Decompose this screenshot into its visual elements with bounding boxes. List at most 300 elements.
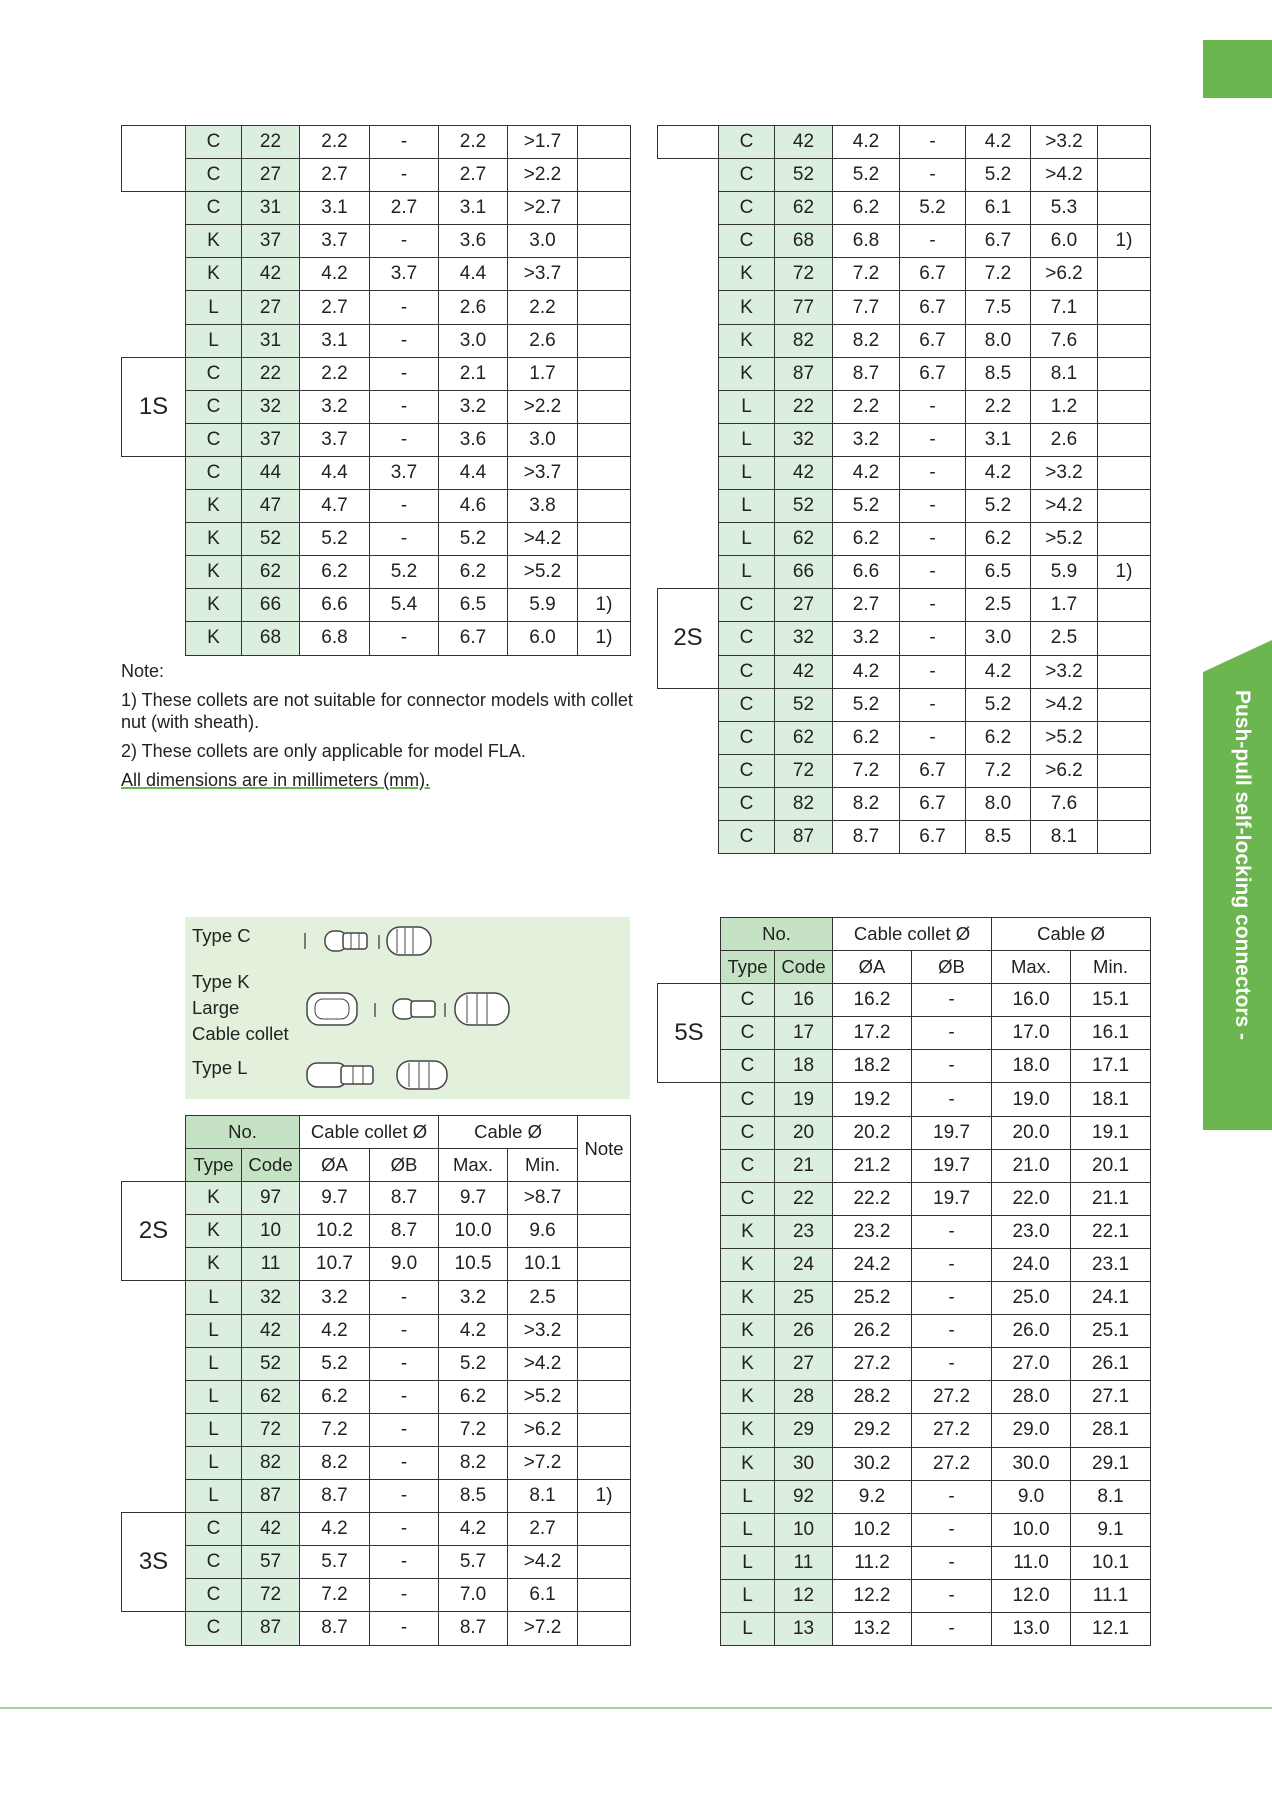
code-cell: 17	[775, 1017, 833, 1050]
code-cell: 72	[775, 754, 833, 787]
type-cell: L	[186, 1380, 242, 1413]
table-row	[658, 490, 1151, 523]
cable-min-cell: 2.5	[1031, 622, 1098, 655]
cable-max-cell: 6.7	[439, 622, 508, 655]
type-cell: C	[721, 1017, 775, 1050]
type-cell: C	[721, 1149, 775, 1182]
cable-max-cell: 7.0	[439, 1579, 508, 1612]
type-cell: L	[721, 1546, 775, 1579]
table-row	[122, 490, 631, 523]
code-cell: 16	[775, 984, 833, 1017]
header-b: ØB	[912, 951, 992, 984]
collet-b-cell: 8.7	[370, 1215, 439, 1248]
type-cell: L	[719, 423, 775, 456]
table-row	[658, 1315, 1151, 1348]
cable-min-cell: 5.9	[508, 589, 578, 622]
code-cell: 66	[775, 556, 833, 589]
collet-a-cell: 25.2	[833, 1282, 912, 1315]
cable-max-cell: 6.1	[966, 192, 1031, 225]
note-cell	[578, 523, 631, 556]
note-cell	[1098, 291, 1151, 324]
code-cell: 19	[775, 1083, 833, 1116]
cable-min-cell: 20.1	[1071, 1149, 1151, 1182]
collet-a-cell: 7.2	[300, 1579, 370, 1612]
code-cell: 27	[775, 1348, 833, 1381]
note-cell	[578, 1546, 631, 1579]
note-cell	[1098, 622, 1151, 655]
cable-min-cell: 24.1	[1071, 1282, 1151, 1315]
collet-b-cell: -	[370, 291, 439, 324]
cable-min-cell: 28.1	[1071, 1414, 1151, 1447]
cable-max-cell: 17.0	[992, 1017, 1071, 1050]
code-cell: 32	[775, 622, 833, 655]
collet-a-cell: 5.2	[833, 490, 900, 523]
note-cell	[1098, 688, 1151, 721]
note-cell	[1098, 655, 1151, 688]
collet-a-cell: 2.7	[300, 159, 370, 192]
cable-min-cell: 27.1	[1071, 1381, 1151, 1414]
table-row	[122, 1446, 631, 1479]
collet-a-cell: 8.7	[300, 1480, 370, 1513]
collet-a-cell: 29.2	[833, 1414, 912, 1447]
collet-b-cell: 3.7	[370, 456, 439, 489]
cable-min-cell: 2.6	[1031, 423, 1098, 456]
cable-min-cell: 8.1	[1031, 357, 1098, 390]
collet-b-cell: -	[900, 721, 966, 754]
code-cell: 18	[775, 1050, 833, 1083]
type-cell: L	[719, 456, 775, 489]
code-cell: 62	[242, 1380, 300, 1413]
collet-b-cell: -	[900, 523, 966, 556]
cable-max-cell: 7.2	[966, 258, 1031, 291]
type-cell: C	[186, 1612, 242, 1645]
note-cell	[1098, 423, 1151, 456]
cable-min-cell: 8.1	[508, 1480, 578, 1513]
cable-min-cell: >2.7	[508, 192, 578, 225]
collet-a-cell: 11.2	[833, 1546, 912, 1579]
code-cell: 72	[242, 1413, 300, 1446]
size-group-label	[122, 1281, 186, 1513]
cable-max-cell: 8.0	[966, 787, 1031, 820]
table-row	[122, 1248, 631, 1281]
collet-b-cell: 5.2	[370, 556, 439, 589]
type-cell: C	[186, 456, 242, 489]
note-cell	[578, 159, 631, 192]
cable-max-cell: 9.0	[992, 1480, 1071, 1513]
code-cell: 62	[775, 523, 833, 556]
cable-min-cell: >3.2	[1031, 456, 1098, 489]
collet-b-cell: -	[912, 1315, 992, 1348]
header-code: Code	[775, 951, 833, 984]
cable-max-cell: 2.5	[966, 589, 1031, 622]
cable-min-cell: >4.2	[508, 1546, 578, 1579]
code-cell: 77	[775, 291, 833, 324]
table-row	[122, 357, 631, 390]
note-cell	[1098, 159, 1151, 192]
cable-min-cell: >5.2	[508, 556, 578, 589]
header-a: ØA	[300, 1149, 370, 1182]
cable-min-cell: >6.2	[508, 1413, 578, 1446]
table-row	[122, 622, 631, 655]
collet-a-cell: 9.7	[300, 1182, 370, 1215]
cable-min-cell: 21.1	[1071, 1182, 1151, 1215]
cable-min-cell: 7.6	[1031, 324, 1098, 357]
type-cell: K	[721, 1215, 775, 1248]
collet-b-cell: -	[370, 390, 439, 423]
collet-b-cell: -	[370, 1413, 439, 1446]
type-cell: C	[719, 159, 775, 192]
collet-b-cell: 27.2	[912, 1414, 992, 1447]
type-cell: C	[721, 1182, 775, 1215]
collet-b-cell: -	[900, 225, 966, 258]
code-cell: 37	[242, 423, 300, 456]
code-cell: 26	[775, 1315, 833, 1348]
table-row	[122, 192, 631, 225]
header-cable: Cable Ø	[439, 1116, 578, 1149]
cable-max-cell: 20.0	[992, 1116, 1071, 1149]
collet-a-cell: 3.7	[300, 225, 370, 258]
code-cell: 32	[242, 1281, 300, 1314]
table-row	[658, 1017, 1151, 1050]
cable-max-cell: 23.0	[992, 1215, 1071, 1248]
table-row	[122, 1281, 631, 1314]
cable-max-cell: 2.6	[439, 291, 508, 324]
cable-max-cell: 10.0	[992, 1513, 1071, 1546]
cable-max-cell: 9.7	[439, 1182, 508, 1215]
type-cell: C	[719, 225, 775, 258]
collet-a-cell: 7.2	[833, 258, 900, 291]
code-cell: 42	[242, 1314, 300, 1347]
table-row	[658, 820, 1151, 853]
note-cell	[578, 1182, 631, 1215]
table-row	[658, 1282, 1151, 1315]
cable-max-cell: 6.2	[966, 523, 1031, 556]
note-cell	[578, 1281, 631, 1314]
type-cell: L	[721, 1612, 775, 1645]
type-cell: L	[719, 556, 775, 589]
table-row	[658, 423, 1151, 456]
cable-max-cell: 5.2	[966, 490, 1031, 523]
code-cell: 12	[775, 1579, 833, 1612]
cable-min-cell: >7.2	[508, 1446, 578, 1479]
collet-b-cell: -	[912, 1348, 992, 1381]
cable-max-cell: 3.6	[439, 423, 508, 456]
code-cell: 68	[242, 622, 300, 655]
type-c-collet-icon	[303, 923, 438, 957]
table-row	[658, 655, 1151, 688]
code-cell: 52	[242, 1347, 300, 1380]
collet-a-cell: 19.2	[833, 1083, 912, 1116]
table-row	[658, 258, 1151, 291]
cable-min-cell: >4.2	[1031, 688, 1098, 721]
cable-min-cell: >3.2	[1031, 126, 1098, 159]
code-cell: 42	[242, 1513, 300, 1546]
note-cell	[1098, 490, 1151, 523]
size-group-label	[658, 1083, 721, 1646]
cable-min-cell: >3.7	[508, 456, 578, 489]
code-cell: 32	[775, 423, 833, 456]
cable-max-cell: 6.7	[966, 225, 1031, 258]
note-cell	[578, 192, 631, 225]
collet-a-cell: 2.2	[300, 126, 370, 159]
collet-b-cell: -	[900, 622, 966, 655]
note-cell	[578, 258, 631, 291]
collet-b-cell: -	[370, 126, 439, 159]
cable-min-cell: >5.2	[508, 1380, 578, 1413]
cable-min-cell: 18.1	[1071, 1083, 1151, 1116]
cable-min-cell: 2.5	[508, 1281, 578, 1314]
note-cell: 1)	[578, 589, 631, 622]
cable-min-cell: >4.2	[1031, 159, 1098, 192]
table-row	[658, 1248, 1151, 1281]
type-cell: C	[186, 192, 242, 225]
table-row	[658, 1149, 1151, 1182]
collet-b-cell: 5.2	[900, 192, 966, 225]
code-cell: 62	[242, 556, 300, 589]
table-row	[658, 1050, 1151, 1083]
code-cell: 27	[775, 589, 833, 622]
cable-min-cell: >1.7	[508, 126, 578, 159]
cable-max-cell: 5.2	[966, 688, 1031, 721]
cable-min-cell: 29.1	[1071, 1447, 1151, 1480]
table-row	[658, 192, 1151, 225]
cable-max-cell: 6.5	[439, 589, 508, 622]
note-cell	[578, 1413, 631, 1446]
code-cell: 22	[775, 390, 833, 423]
collet-a-cell: 28.2	[833, 1381, 912, 1414]
collet-a-cell: 4.2	[833, 126, 900, 159]
code-cell: 22	[775, 1182, 833, 1215]
cable-max-cell: 4.2	[966, 456, 1031, 489]
collet-b-cell: -	[912, 1017, 992, 1050]
table-row	[658, 1215, 1151, 1248]
type-cell: C	[186, 1546, 242, 1579]
table-row	[658, 688, 1151, 721]
type-cell: L	[186, 1281, 242, 1314]
cable-min-cell: 3.8	[508, 490, 578, 523]
cable-min-cell: >3.2	[1031, 655, 1098, 688]
collet-a-cell: 2.2	[300, 357, 370, 390]
type-cell: C	[721, 1116, 775, 1149]
cable-max-cell: 8.7	[439, 1612, 508, 1645]
cable-min-cell: >4.2	[508, 523, 578, 556]
note-cell	[1098, 754, 1151, 787]
collet-b-cell: 3.7	[370, 258, 439, 291]
collet-a-cell: 6.2	[833, 192, 900, 225]
cable-min-cell: 23.1	[1071, 1248, 1151, 1281]
cable-max-cell: 30.0	[992, 1447, 1071, 1480]
code-cell: 92	[775, 1480, 833, 1513]
collet-a-cell: 7.2	[300, 1413, 370, 1446]
type-cell: K	[186, 589, 242, 622]
collet-b-cell: 27.2	[912, 1447, 992, 1480]
code-cell: 97	[242, 1182, 300, 1215]
table-row	[122, 1182, 631, 1215]
collet-b-cell: -	[370, 1314, 439, 1347]
code-cell: 27	[242, 159, 300, 192]
table-row	[658, 1480, 1151, 1513]
table-row	[658, 1348, 1151, 1381]
collet-b-cell: -	[370, 1513, 439, 1546]
type-cell: K	[186, 556, 242, 589]
type-cell: C	[186, 1579, 242, 1612]
cable-max-cell: 18.0	[992, 1050, 1071, 1083]
type-cell: C	[186, 390, 242, 423]
table-row	[658, 1414, 1151, 1447]
collet-b-cell: 19.7	[912, 1149, 992, 1182]
type-cell: C	[721, 1050, 775, 1083]
cable-min-cell: 8.1	[1031, 820, 1098, 853]
collet-a-cell: 4.7	[300, 490, 370, 523]
legend-type-k-large: Type K Large Cable collet	[192, 971, 289, 1044]
cable-max-cell: 4.4	[439, 456, 508, 489]
size-group-label: 3S	[122, 1513, 186, 1612]
collet-a-cell: 4.4	[300, 456, 370, 489]
code-cell: 22	[242, 126, 300, 159]
header-type: Type	[721, 951, 775, 984]
collet-a-cell: 17.2	[833, 1017, 912, 1050]
type-cell: L	[719, 490, 775, 523]
cable-max-cell: 8.0	[966, 324, 1031, 357]
type-cell: K	[721, 1381, 775, 1414]
collet-b-cell: -	[370, 1281, 439, 1314]
cable-min-cell: 26.1	[1071, 1348, 1151, 1381]
table-row	[122, 1347, 631, 1380]
cable-max-cell: 8.5	[966, 357, 1031, 390]
collet-a-cell: 3.2	[833, 622, 900, 655]
collet-a-cell: 8.7	[833, 357, 900, 390]
type-cell: C	[186, 1513, 242, 1546]
cable-min-cell: 5.9	[1031, 556, 1098, 589]
cable-min-cell: >4.2	[1031, 490, 1098, 523]
type-cell: C	[719, 126, 775, 159]
collet-b-cell: -	[912, 1215, 992, 1248]
note-cell	[1098, 820, 1151, 853]
collet-b-cell: 6.7	[900, 258, 966, 291]
note-cell	[578, 490, 631, 523]
collet-a-cell: 8.2	[300, 1446, 370, 1479]
collet-b-cell: -	[912, 1282, 992, 1315]
cable-min-cell: >8.7	[508, 1182, 578, 1215]
code-cell: 72	[775, 258, 833, 291]
side-label-text: Push-pull self-locking connectors -	[1231, 690, 1254, 1041]
type-cell: L	[186, 1480, 242, 1513]
collet-a-cell: 22.2	[833, 1182, 912, 1215]
cable-min-cell: 1.7	[1031, 589, 1098, 622]
note-item: 1) These collets are not suitable for connector models with collet nut (with sheath).	[121, 690, 633, 732]
collet-b-cell: 6.7	[900, 820, 966, 853]
collet-b-cell: -	[370, 622, 439, 655]
type-cell: C	[719, 721, 775, 754]
cable-max-cell: 2.2	[966, 390, 1031, 423]
collet-type-legend	[185, 917, 630, 1099]
collet-b-cell: -	[900, 688, 966, 721]
note-cell	[578, 1347, 631, 1380]
table-row	[658, 1182, 1151, 1215]
code-cell: 11	[775, 1546, 833, 1579]
note-cell	[578, 126, 631, 159]
code-cell: 37	[242, 225, 300, 258]
type-cell: K	[719, 324, 775, 357]
cable-min-cell: 2.6	[508, 324, 578, 357]
cable-max-cell: 3.1	[439, 192, 508, 225]
collet-b-cell: -	[912, 1083, 992, 1116]
legend-type-l: Type L	[192, 1057, 248, 1078]
collet-a-cell: 3.2	[300, 390, 370, 423]
table-row	[122, 1513, 631, 1546]
collet-b-cell: 6.7	[900, 324, 966, 357]
type-cell: C	[719, 754, 775, 787]
cable-max-cell: 3.2	[439, 390, 508, 423]
collet-a-cell: 18.2	[833, 1050, 912, 1083]
type-cell: C	[719, 787, 775, 820]
type-k-collet-icon	[305, 989, 530, 1029]
code-cell: 87	[775, 820, 833, 853]
collet-a-cell: 3.1	[300, 324, 370, 357]
note-cell	[578, 1446, 631, 1479]
cable-max-cell: 13.0	[992, 1612, 1071, 1645]
collet-b-cell: -	[900, 126, 966, 159]
table-row	[122, 523, 631, 556]
cable-min-cell: 8.1	[1071, 1480, 1151, 1513]
type-cell: K	[721, 1315, 775, 1348]
table-row	[658, 622, 1151, 655]
code-cell: 44	[242, 456, 300, 489]
table-row	[658, 357, 1151, 390]
collet-a-cell: 10.2	[833, 1513, 912, 1546]
collet-b-cell: -	[912, 984, 992, 1017]
type-cell: K	[721, 1447, 775, 1480]
code-cell: 42	[775, 126, 833, 159]
header-max: Max.	[439, 1149, 508, 1182]
cable-min-cell: >5.2	[1031, 721, 1098, 754]
header-min: Min.	[508, 1149, 578, 1182]
table-row	[122, 1546, 631, 1579]
header-no: No.	[186, 1116, 300, 1149]
collet-b-cell: -	[900, 423, 966, 456]
code-cell: 30	[775, 1447, 833, 1480]
collet-table-5s	[657, 917, 1151, 1646]
collet-a-cell: 5.2	[833, 159, 900, 192]
collet-b-cell: -	[912, 1248, 992, 1281]
collet-b-cell: 19.7	[912, 1116, 992, 1149]
collet-b-cell: -	[370, 1480, 439, 1513]
note-cell	[578, 1612, 631, 1645]
type-cell: L	[721, 1579, 775, 1612]
note-cell	[578, 1579, 631, 1612]
code-cell: 82	[775, 324, 833, 357]
table-row	[122, 589, 631, 622]
table-row	[658, 456, 1151, 489]
cable-max-cell: 16.0	[992, 984, 1071, 1017]
collet-a-cell: 6.8	[300, 622, 370, 655]
collet-a-cell: 24.2	[833, 1248, 912, 1281]
cable-max-cell: 4.2	[439, 1513, 508, 1546]
collet-b-cell: 9.0	[370, 1248, 439, 1281]
collet-b-cell: 5.4	[370, 589, 439, 622]
type-cell: L	[186, 291, 242, 324]
collet-a-cell: 4.2	[300, 1513, 370, 1546]
collet-table-2s-3s	[121, 1115, 631, 1646]
header-cable-collet: Cable collet Ø	[300, 1116, 439, 1149]
cable-max-cell: 4.2	[439, 1314, 508, 1347]
note-cell: 1)	[578, 622, 631, 655]
size-group-label: 5S	[658, 984, 721, 1083]
cable-min-cell: >2.2	[508, 390, 578, 423]
type-cell: L	[719, 390, 775, 423]
type-cell: L	[186, 1413, 242, 1446]
cable-min-cell: 6.1	[508, 1579, 578, 1612]
